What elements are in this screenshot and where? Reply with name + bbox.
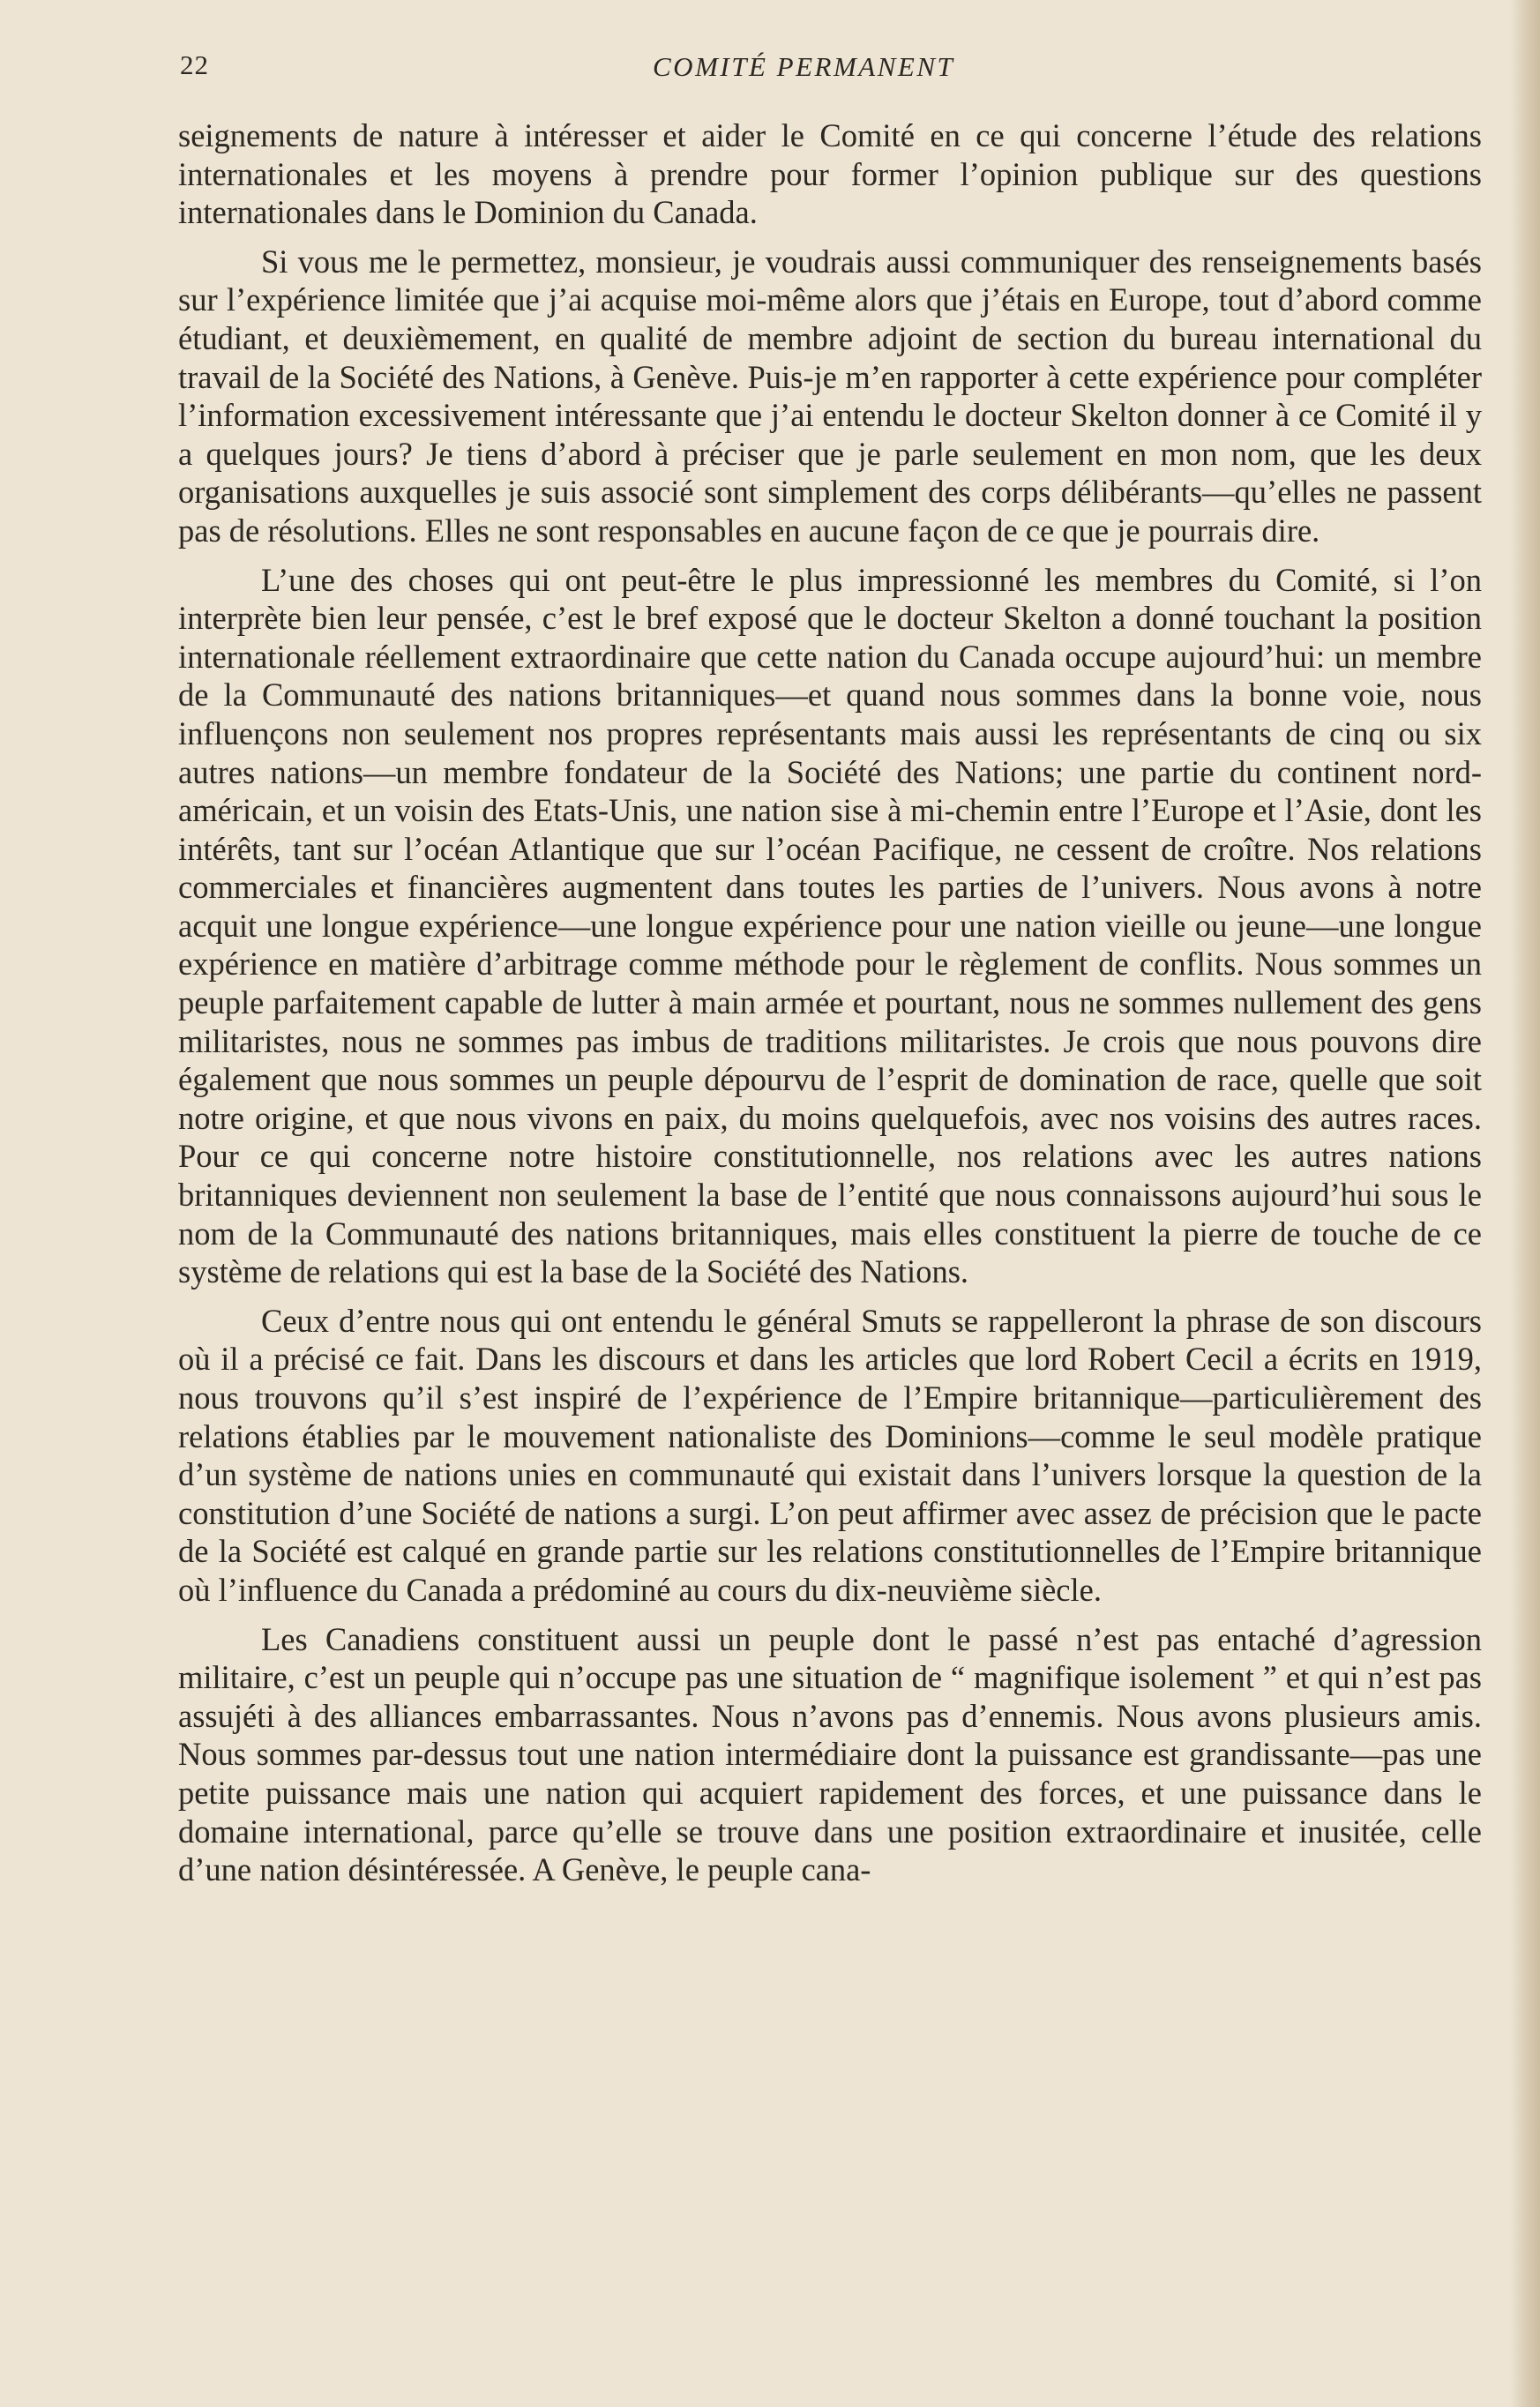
paragraph: Si vous me le permettez, monsieur, je voudrais aussi communiquer des renseignements basés sur l’expérience limitée que j’ai acquise moi-même alors que j’étais en Europe, tout d’abord comme étudiant, et deuxièmement, en qualité de membre adjoint de section du bureau international du travail de la Société des Nations, à Genève. Puis-je m’en rapporter à cette expérience pour compléter l’information excessivement intéressante que j’ai entendu le docteur Skelton donner à ce Comité il y a quelques jours? Je tiens d’abord à préciser que je parle seulement en mon nom, que les deux organisations auxquelles je suis associé sont simplement des corps délibérants—qu’elles ne passent pas de résolutions. Elles ne sont responsables en aucune façon de ce que je pourrais dire. — [178, 243, 1482, 549]
paragraph: Les Canadiens constituent aussi un peuple dont le passé n’est pas entaché d’agression militaire, c’est un peuple qui n’occupe pas une situation de “ magnifique isolement ” et qui n’est pas assujéti à des alliances embarrassantes. Nous n’avons pas d’ennemis. Nous avons plusieurs amis. Nous sommes par-dessus tout une nation intermédiaire dont la puissance est grandissante—pas une petite puissance mais une nation qui acquiert rapidement des forces, et une puissance dans le domaine international, parce qu’elle se trouve dans une position extraordinaire et inusitée, celle d’une nation désintéressée. A Genève, le peuple cana- — [178, 1620, 1482, 1888]
body-text — [178, 116, 1482, 1900]
running-title: COMITÉ PERMANENT — [653, 51, 955, 82]
paragraph: L’une des choses qui ont peut-être le plus impressionné les membres du Comité, si l’on interprète bien leur pensée, c’est le bref exposé que le docteur Skelton a donné touchant la position internationale réellement extraordinaire que cette nation du Canada occupe aujourd’hui: un membre de la Communauté des nations britanniques—et quand nous sommes dans la bonne voie, nous influençons non seulement nos propres représentants mais aussi les représentants de cinq ou six autres nations—un membre fondateur de la Société des Nations; une partie du continent nord-américain, et un voisin des Etats-Unis, une nation sise à mi-chemin entre l’Europe et l’Asie, dont les intérêts, tant sur l’océan Atlantique que sur l’océan Pacifique, ne cessent de croître. Nos relations commerciales et financières augmentent dans toutes les parties de l’univers. Nous avons à notre acquit une longue expérience—une longue expérience pour une nation vieille ou jeune—une longue expérience en matière d’arbitrage comme méthode pour le règlement de conflits. Nous sommes un peuple parfaitement capable de lutter à main armée et pourtant, nous ne sommes nullement des gens militaristes, nous ne sommes pas imbus de traditions militaristes. Je crois que nous pouvons dire également que nous sommes un peuple dépourvu de l’esprit de domination de race, quelle que soit notre origine, et que nous vivons en paix, du moins quelquefois, avec nos voisins des autres races. Pour ce qui concerne notre histoire constitutionnelle, nos relations avec les autres nations britanniques deviennent non seulement la base de l’entité que nous connaissons aujourd’hui sous le nom de la Communauté des nations britanniques, mais elles constituent la pierre de touche de ce système de relations qui est la base de la Société des Nations. — [178, 561, 1482, 1290]
paragraph: Ceux d’entre nous qui ont entendu le général Smuts se rappelleront la phrase de son discours où il a précisé ce fait. Dans les discours et dans les articles que lord Robert Cecil a écrits en 1919, nous trouvons qu’il s’est inspiré de l’expérience de l’Empire britannique—particulièrement des relations établies par le mouvement nationaliste des Dominions—comme le seul modèle pratique d’un système de nations unies en communauté qui existait dans l’univers lorsque la question de la constitution d’une Société de nations a surgi. L’on peut affirmer avec assez de précision que le pacte de la Société est calqué en grande partie sur les relations constitutionnelles de l’Empire britannique où l’influence du Canada a prédominé au cours du dix-neuvième siècle. — [178, 1302, 1482, 1608]
running-head — [180, 44, 1485, 97]
paragraph-continuation: seignements de nature à intéresser et aider le Comité en ce qui concerne l’étude des relations internationales et les moyens à prendre pour former l’opinion publique sur des questions internationales dans le Dominion du Canada. — [178, 117, 1482, 231]
page-number: 22 — [180, 49, 209, 80]
page-edge-shadow — [1510, 0, 1540, 2407]
